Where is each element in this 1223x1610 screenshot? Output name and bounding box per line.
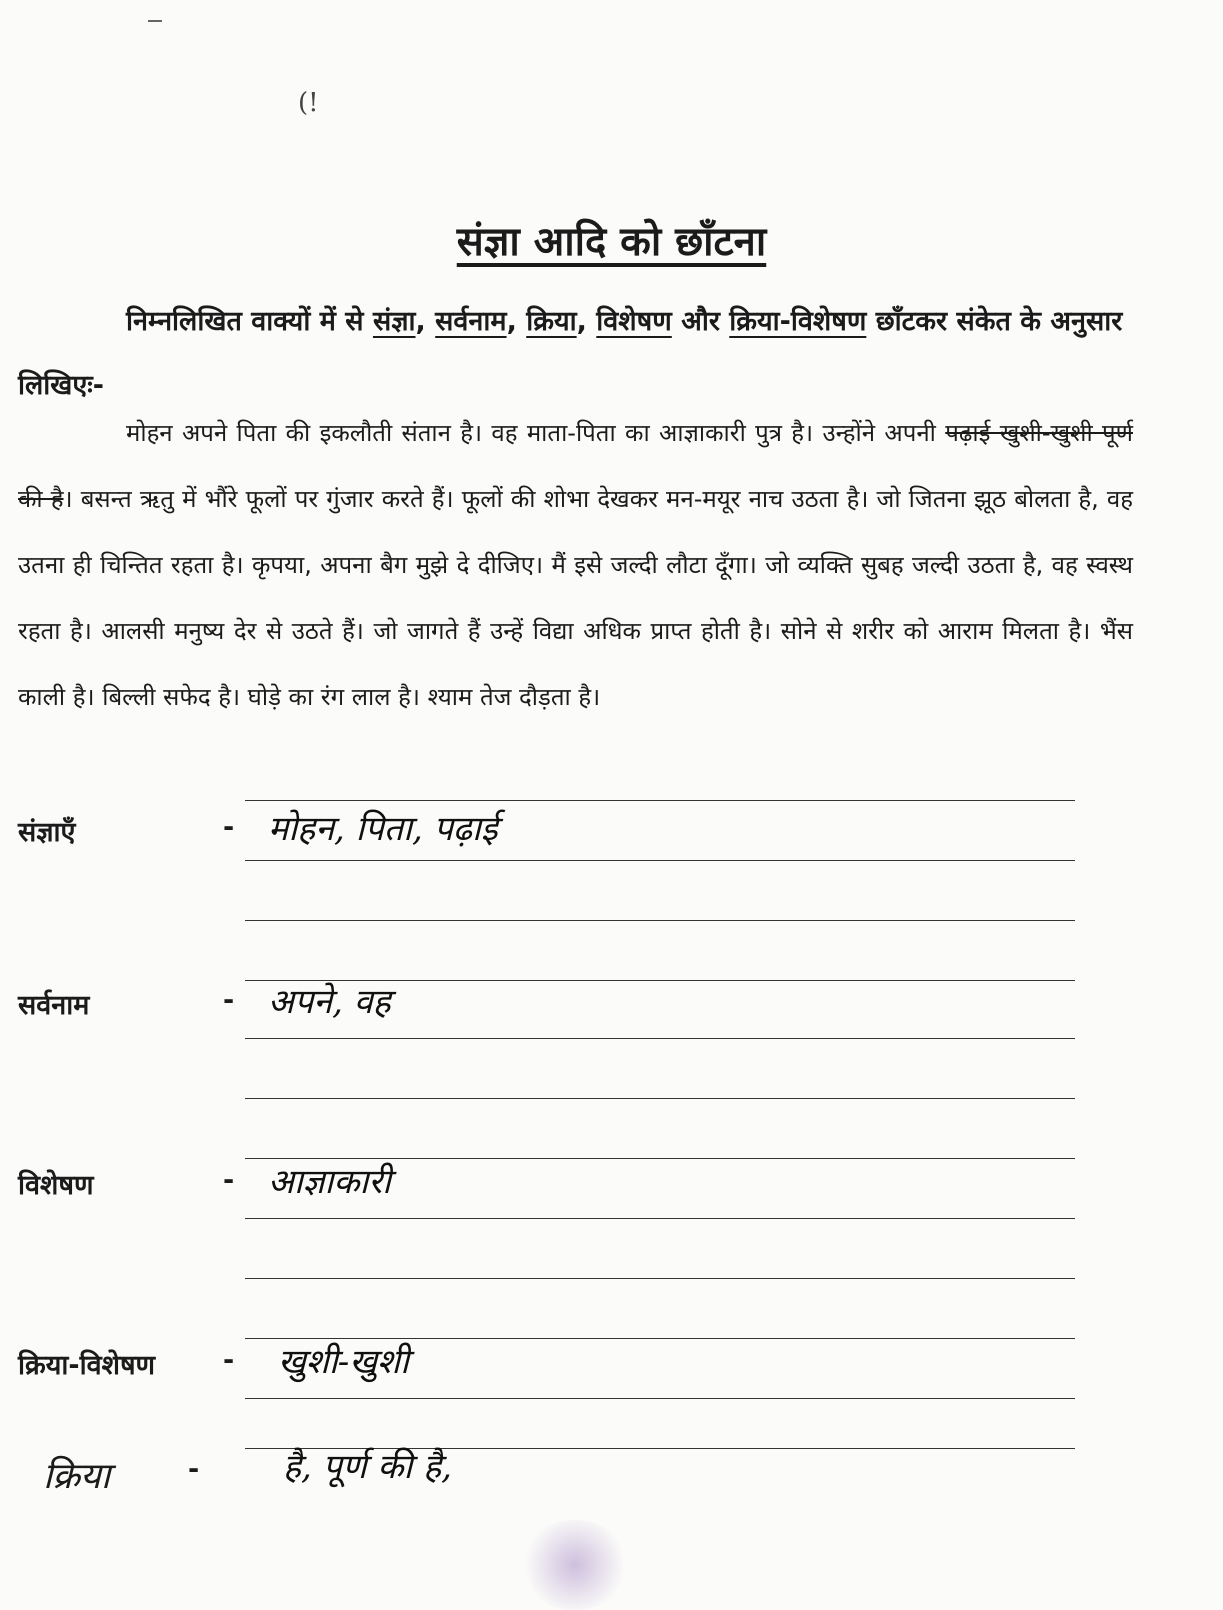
passage-part-1: मोहन अपने पिता की इकलौती संतान है। वह माता-पिता का आज्ञाकारी पुत्र है। उन्होंने अपनी (126, 419, 946, 447)
ruled-line (245, 920, 1075, 921)
ruled-line (245, 800, 1075, 801)
answer-dash: - (223, 1345, 235, 1376)
ruled-line (245, 1038, 1075, 1039)
ruled-line (245, 1218, 1075, 1219)
answer-label: क्रिया (43, 1456, 111, 1497)
passage-struck-text: पढ़ाई खुशी-खुशी पूर्ण की है (18, 419, 1133, 513)
ruled-line (245, 1398, 1075, 1399)
answer-label: विशेषण (18, 1170, 94, 1201)
instruction-suffix: छाँटकर संकेत के अनुसार लिखिएः- (18, 306, 1123, 401)
term-sangya: संज्ञा (372, 306, 416, 337)
answer-value: अपने, वह (268, 982, 391, 1022)
answer-label: क्रिया-विशेषण (18, 1350, 156, 1381)
instruction-sep: , (576, 306, 597, 337)
answer-value: खुशी-खुशी (278, 1342, 409, 1382)
answer-value: है, पूर्ण की है, (283, 1447, 452, 1487)
answer-label: संज्ञाएँ (18, 817, 76, 848)
answer-value: आज्ञाकारी (268, 1162, 391, 1202)
answer-dash: - (223, 812, 235, 843)
answer-label: सर्वनाम (18, 990, 90, 1021)
ink-stain (520, 1520, 630, 1610)
instruction-mid: और (671, 306, 730, 337)
ruled-line (245, 1098, 1075, 1099)
answer-dash: - (188, 1454, 200, 1485)
passage-part-2: । बसन्त ऋतु में भौंरे फूलों पर गुंजार करते हैं। फूलों की शोभा देखकर मन-मयूर नाच उठता है। जो जितना झूठ बोलता है, वह उतना ही चिन्तित रहता है। कृपया, अपना बैग मुझे दे दीजिए। मैं इसे जल्दी लौटा दूँगा। जो व्यक्ति सुबह जल्दी उठता है, वह स्वस्थ रहता है। आलसी मनुष्य देर से उठते हैं। जो जागते हैं उन्हें विद्या अधिक प्राप्त होती है। सोने से शरीर को आराम मिलता है। भैंस काली है। बिल्ली सफेद है। घोड़े का रंग लाल है। श्याम तेज दौड़ता है। (18, 485, 1133, 711)
term-sarvanam: सर्वनाम (435, 306, 507, 337)
term-kriya-visheshan: क्रिया-विशेषण (729, 306, 867, 337)
answer-dash: - (223, 1165, 235, 1196)
instruction-prefix: निम्नलिखित वाक्यों में से (126, 306, 373, 337)
answer-dash: - (223, 985, 235, 1016)
page-title: संज्ञा आदि को छाँटना (456, 219, 767, 265)
instruction-sep: , (506, 306, 527, 337)
answer-value: मोहन, पिता, पढ़ाई (268, 809, 498, 849)
ruled-line (245, 860, 1075, 861)
term-visheshan: विशेषण (596, 306, 672, 337)
instruction-sep: , (415, 306, 436, 337)
term-kriya: क्रिया (526, 306, 577, 337)
ruled-line (245, 1278, 1075, 1279)
page-number: (! (298, 88, 319, 118)
